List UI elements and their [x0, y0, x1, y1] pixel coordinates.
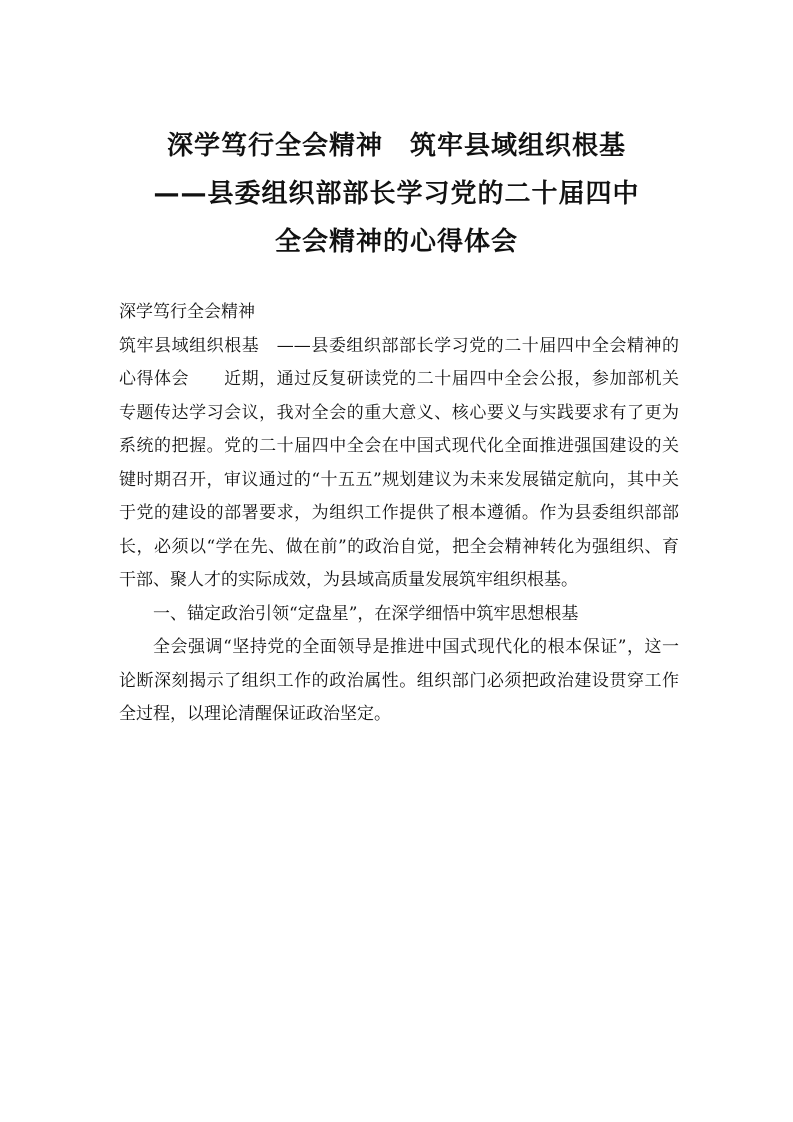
body-paragraph-section-1: 全会强调“坚持党的全面领导是推进中国式现代化的根本保证”，这一论断深刻揭示了组织工作的政治属性。组织部门必须把政治建设贯穿工作全过程，以理论清醒保证政治坚定。	[119, 637, 679, 724]
document-body	[119, 296, 679, 732]
title-line-3: 全会精神的心得体会	[274, 227, 518, 257]
body-paragraph-intro: 筑牢县域组织根基 ——县委组织部部长学习党的二十届四中全会精神的心得体会 近期，通过反复研读党的二十届四中全会公报，参加部机关专题传达学习会议，我对全会的重大意义、核心要义与实践要求有了更为系统的把握。党的二十届四中全会在中国式现代化全面推进强国建设的关键时期召开，审议通过的“十五五”规划建议为未来发展锚定航向，其中关于党的建设的部署要求，为组织工作提供了根本遵循。作为县委组织部部长，必须以“学在先、做在前”的政治自觉，把全会精神转化为强组织、育干部、聚人才的实际成效，为县域高质量发展筑牢组织根基。	[119, 335, 679, 590]
title-line-2: ——县委组织部部长学习党的二十届四中	[153, 179, 640, 209]
document-title	[100, 122, 693, 266]
title-line-1: 深学笃行全会精神 筑牢县域组织根基	[166, 131, 626, 161]
body-paragraph-heading: 深学笃行全会精神	[119, 302, 255, 322]
section-heading-1: 一、锚定政治引领“定盘星”，在深学细悟中筑牢思想根基	[153, 603, 579, 624]
